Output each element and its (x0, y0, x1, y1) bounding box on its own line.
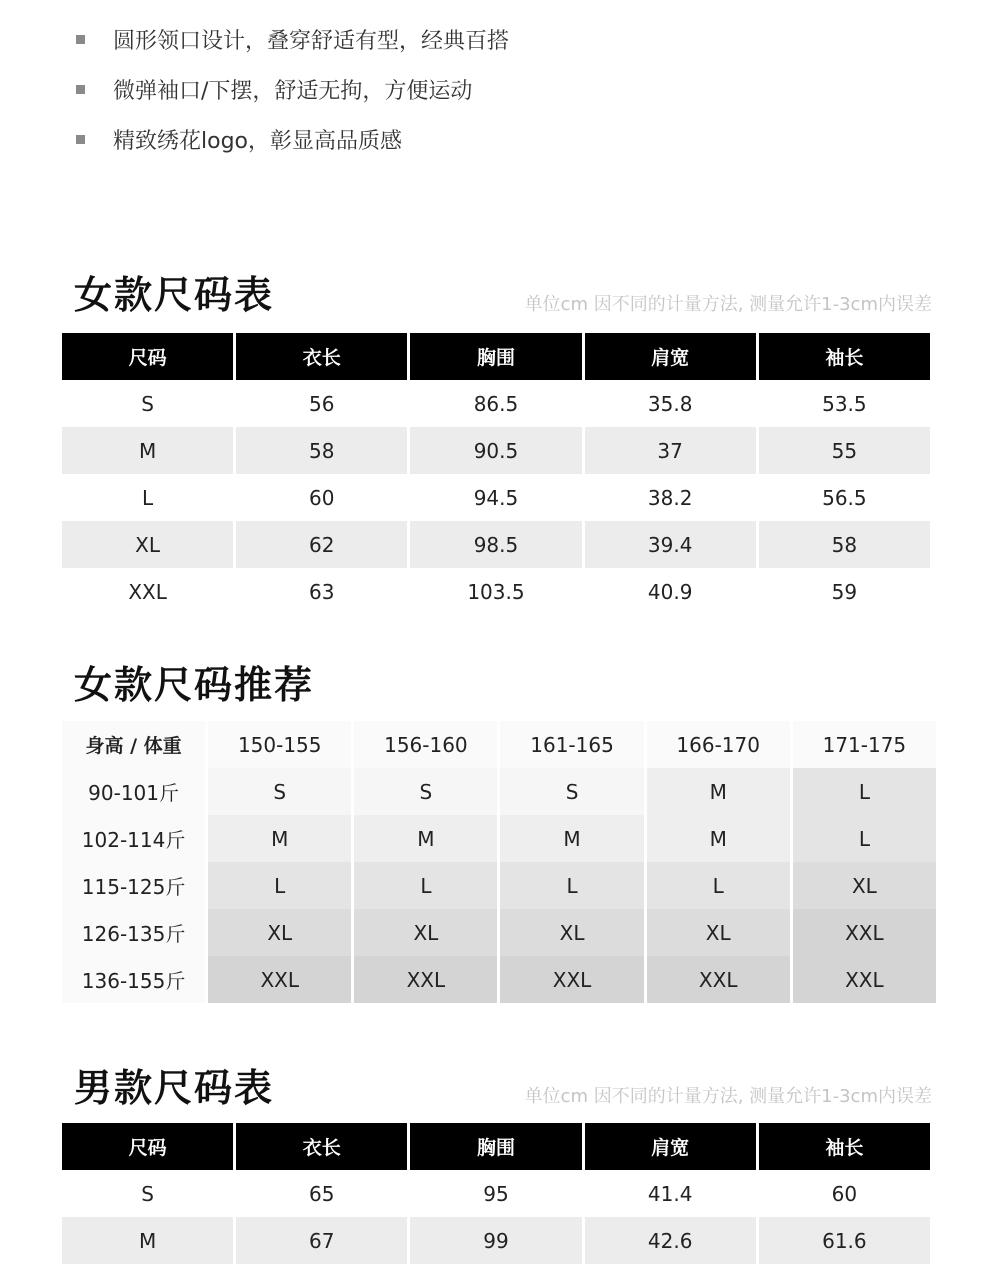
cell: 53.5 (822, 391, 867, 416)
cell: 95 (483, 1181, 509, 1206)
feature-item: 精致绣花logo，彰显高品质感 (76, 114, 509, 164)
table-row (62, 380, 930, 427)
recommend-header-row (62, 721, 936, 768)
cell: 98.5 (410, 521, 581, 568)
cell: 63 (309, 579, 335, 604)
size-cell: M (647, 768, 790, 815)
size-cell: XL (354, 909, 497, 956)
col-header: 肩宽 (585, 1123, 756, 1170)
col-header: 胸围 (410, 1123, 581, 1170)
size-cell: S (500, 768, 643, 815)
cell: XXL (128, 579, 167, 604)
women-size-table (59, 333, 933, 615)
cell: 60 (309, 485, 335, 510)
cell: 103.5 (467, 579, 525, 604)
cell: 37 (585, 427, 756, 474)
size-cell: XL (208, 909, 351, 956)
size-cell: L (354, 862, 497, 909)
size-cell: L (500, 862, 643, 909)
cell: 58 (759, 521, 930, 568)
feature-list (76, 14, 509, 164)
cell: 90.5 (410, 427, 581, 474)
height-header: 150-155 (208, 721, 351, 768)
cell: M (62, 1217, 233, 1264)
men-size-title: 男款尺码表 (74, 1066, 275, 1110)
cell: 56 (309, 391, 335, 416)
col-header: 尺码 (62, 1123, 233, 1170)
height-header: 156-160 (354, 721, 497, 768)
recommend-row (62, 815, 936, 862)
size-cell: XXL (208, 956, 351, 1003)
size-cell: XXL (354, 956, 497, 1003)
cell: 41.4 (647, 1181, 693, 1206)
bullet-square-icon (76, 135, 85, 144)
bullet-square-icon (76, 35, 85, 44)
cell: 56.5 (822, 485, 867, 510)
men-size-table (59, 1123, 933, 1264)
women-size-note: 单位cm 因不同的计量方法, 测量允许1-3cm内误差 (524, 294, 932, 315)
cell: M (62, 427, 233, 474)
cell: 62 (236, 521, 407, 568)
table-row (62, 1217, 930, 1264)
col-header: 袖长 (759, 1123, 930, 1170)
cell: L (142, 485, 154, 510)
col-header: 衣长 (236, 333, 407, 380)
cell: XL (62, 521, 233, 568)
size-cell: XL (500, 909, 643, 956)
size-cell: M (354, 815, 497, 862)
feature-item: 圆形领口设计，叠穿舒适有型，经典百搭 (76, 14, 509, 64)
recommend-row (62, 862, 936, 909)
bullet-square-icon (76, 85, 85, 94)
col-header: 袖长 (759, 333, 930, 380)
size-cell: XL (793, 862, 936, 909)
size-cell: S (354, 768, 497, 815)
weight-label: 115-125斤 (62, 862, 205, 909)
recommend-row (62, 909, 936, 956)
table-row (62, 1170, 930, 1217)
table-row (62, 521, 930, 568)
cell: 99 (410, 1217, 581, 1264)
size-cell: XXL (793, 909, 936, 956)
height-header: 161-165 (500, 721, 643, 768)
recommend-row (62, 956, 936, 1003)
size-cell: S (208, 768, 351, 815)
col-header: 尺码 (62, 333, 233, 380)
men-size-note: 单位cm 因不同的计量方法, 测量允许1-3cm内误差 (524, 1086, 932, 1107)
women-recommend-table (59, 721, 939, 1003)
size-cell: M (208, 815, 351, 862)
cell: 60 (831, 1181, 858, 1206)
cell: 94.5 (473, 485, 519, 510)
cell: 59 (831, 579, 858, 604)
cell: 55 (759, 427, 930, 474)
cell: S (141, 1181, 154, 1206)
cell: 39.4 (585, 521, 756, 568)
height-header: 166-170 (647, 721, 790, 768)
table-row (62, 568, 930, 615)
table-row (62, 474, 930, 521)
table-row (62, 427, 930, 474)
feature-item: 微弹袖口/下摆，舒适无拘，方便运动 (76, 64, 509, 114)
weight-label: 102-114斤 (62, 815, 205, 862)
size-cell: XXL (500, 956, 643, 1003)
weight-label: 136-155斤 (62, 956, 205, 1003)
cell: 58 (236, 427, 407, 474)
col-header: 肩宽 (585, 333, 756, 380)
cell: 40.9 (647, 579, 693, 604)
size-cell: L (793, 815, 936, 862)
col-header: 衣长 (236, 1123, 407, 1170)
size-cell: M (647, 815, 790, 862)
recommend-row (62, 768, 936, 815)
cell: 86.5 (473, 391, 519, 416)
cell: 61.6 (759, 1217, 930, 1264)
size-cell: XL (647, 909, 790, 956)
corner-cell: 身高 / 体重 (62, 721, 205, 768)
weight-label: 126-135斤 (62, 909, 205, 956)
cell: 35.8 (647, 391, 693, 416)
size-cell: L (208, 862, 351, 909)
size-cell: XXL (793, 956, 936, 1003)
cell: 38.2 (647, 485, 693, 510)
women-size-title: 女款尺码表 (74, 273, 275, 317)
cell: 67 (236, 1217, 407, 1264)
women-recommend-title: 女款尺码推荐 (74, 663, 315, 707)
weight-label: 90-101斤 (62, 768, 205, 815)
col-header: 胸围 (410, 333, 581, 380)
cell: S (141, 391, 154, 416)
size-cell: XXL (647, 956, 790, 1003)
cell: 65 (309, 1181, 335, 1206)
size-cell: L (647, 862, 790, 909)
size-cell: M (500, 815, 643, 862)
size-cell: L (793, 768, 936, 815)
cell: 42.6 (585, 1217, 756, 1264)
height-header: 171-175 (793, 721, 936, 768)
